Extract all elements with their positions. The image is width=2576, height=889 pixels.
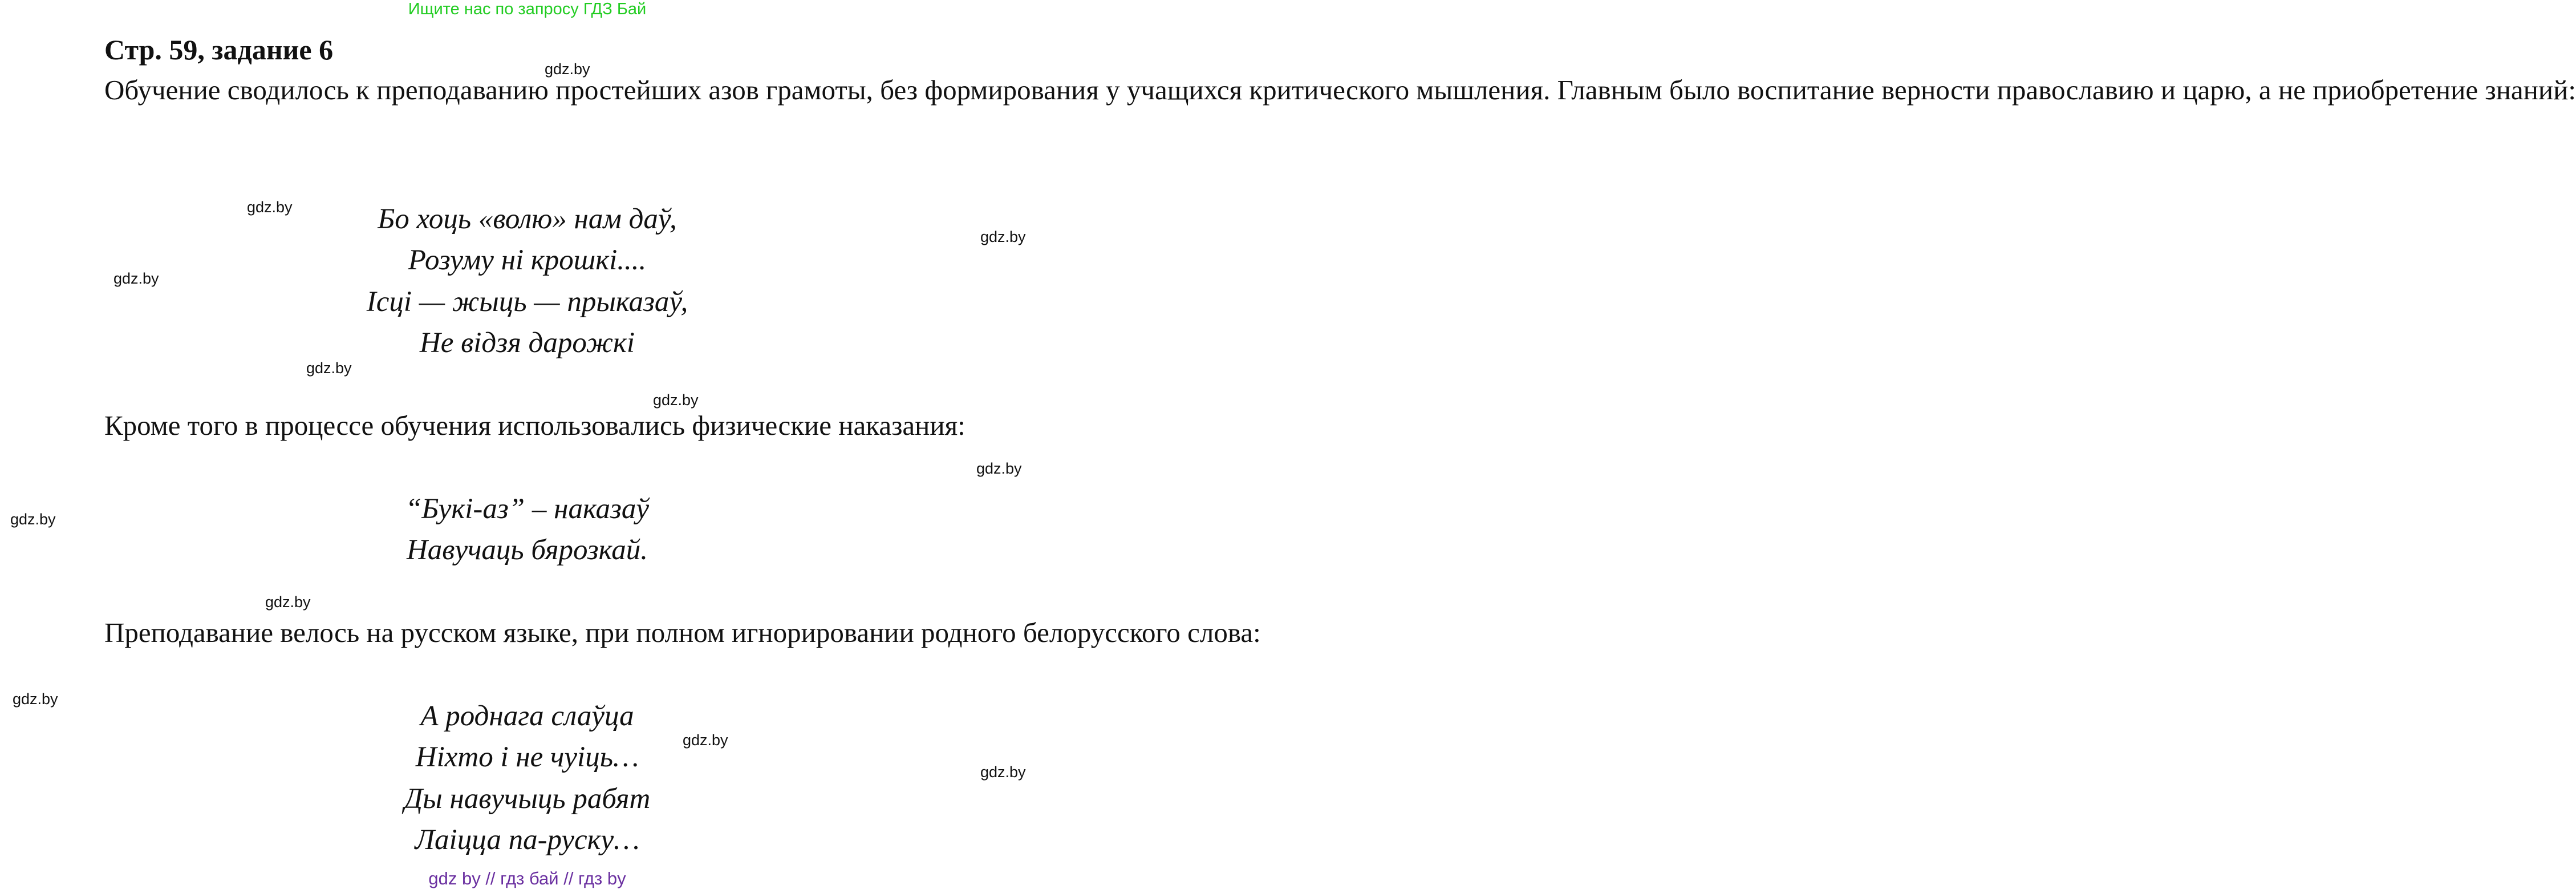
watermark: gdz.by: [10, 511, 56, 528]
watermark: gdz.by: [683, 732, 728, 749]
watermark: gdz.by: [306, 359, 352, 377]
verse-1-line-3: Ісці — жыць — прыказаў,: [366, 286, 688, 318]
watermark: gdz.by: [265, 593, 311, 611]
footer-watermark: gdz by // гдз бай // гдз by: [428, 868, 626, 888]
paragraph-3: [20, 612, 1261, 653]
verse-2-line-1: “Букі-аз” – наказаў: [405, 493, 650, 525]
page-title: Стр. 59, задание 6: [104, 34, 334, 66]
verse-3-line-4: Лаіцца па-руску…: [415, 824, 640, 856]
watermark: gdz.by: [113, 270, 159, 287]
watermark: gdz.by: [545, 60, 590, 78]
paragraph-3-text: Преподавание велось на русском языке, при полном игнорировании родного белорусского слова:: [104, 617, 1261, 648]
watermark: gdz.by: [653, 391, 699, 409]
paragraph-2-text: Кроме того в процессе обучения использовались физические наказания:: [104, 410, 966, 441]
watermark: gdz.by: [980, 228, 1026, 245]
watermark: gdz.by: [976, 460, 1022, 477]
watermark: gdz.by: [980, 763, 1026, 781]
paragraph-1: [20, 70, 2576, 111]
verse-3-line-1: А роднага слаўца: [420, 700, 634, 732]
watermark: gdz.by: [13, 690, 58, 708]
paragraph-1-text: Обучение сводилось к преподаванию простейших азов грамоты, без формирования у учащихся критического мышления. Главным было воспитание верности православию и царю, а не приобретение знаний:: [104, 74, 2576, 106]
paragraph-2: [20, 405, 1035, 446]
verse-1-line-4: Не відзя дарожкі: [419, 327, 635, 359]
verse-3-line-3: Ды навучыць рабят: [404, 783, 651, 815]
verse-2-line-2: Навучаць бярозкай.: [406, 534, 648, 566]
verse-1-line-1: Бо хоць «волю» нам даў,: [378, 203, 677, 235]
search-banner: Ищите нас по запросу ГДЗ Бай: [408, 0, 647, 18]
verse-3-line-2: Ніхто і не чуіць…: [415, 741, 639, 773]
verse-1-line-2: Розуму ні крошкі....: [408, 244, 647, 276]
watermark: gdz.by: [247, 199, 293, 216]
